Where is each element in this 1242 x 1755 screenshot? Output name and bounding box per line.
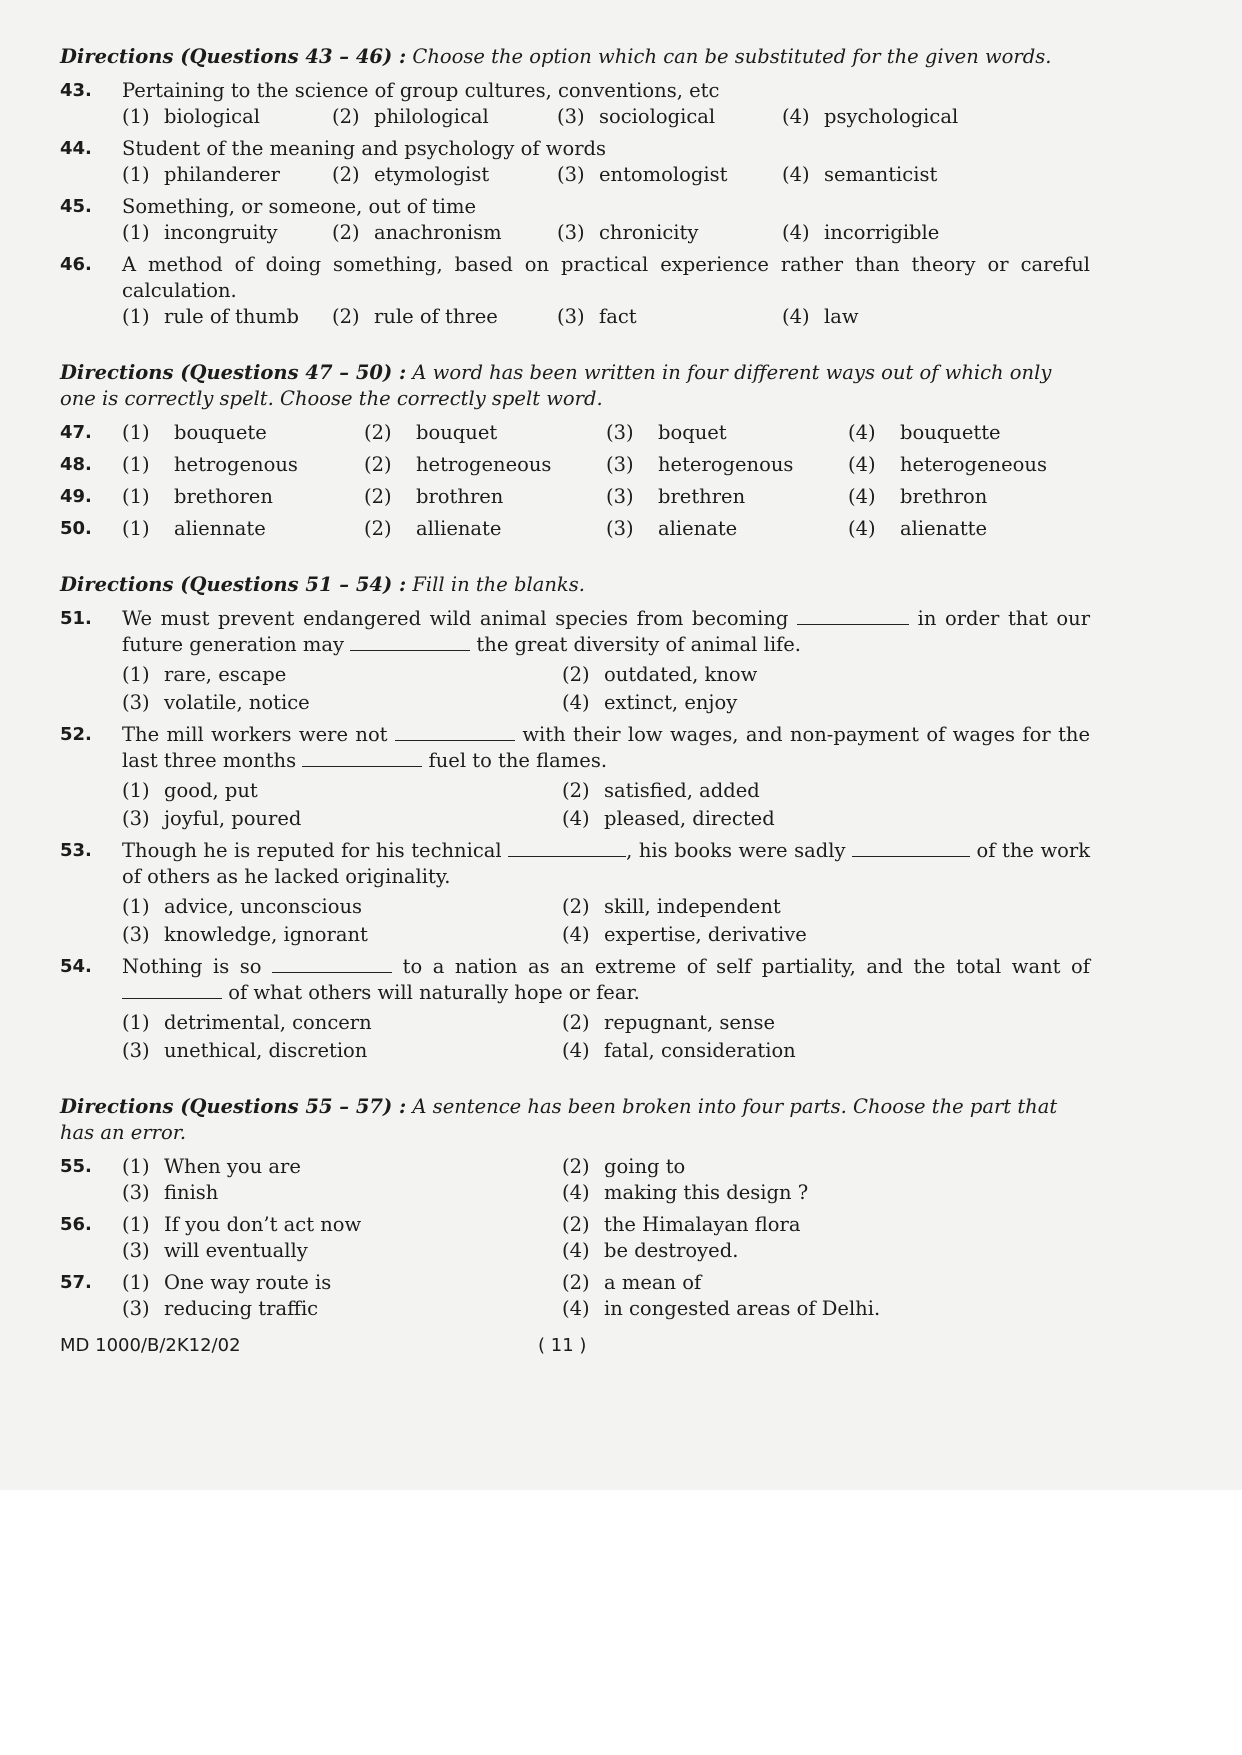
option-2[interactable]: (2) the Himalayan flora: [562, 1213, 801, 1236]
blank: [852, 838, 970, 857]
option-2[interactable]: hetrogeneous: [416, 453, 552, 476]
option-4[interactable]: heterogeneous: [900, 453, 1047, 476]
option-4[interactable]: (4) fatal, consideration: [562, 1039, 796, 1062]
option-3[interactable]: (3) finish: [122, 1181, 219, 1204]
page-footer: [60, 1335, 1090, 1356]
section-fill-blanks: [60, 572, 1090, 1064]
option-4[interactable]: alienatte: [900, 517, 988, 540]
directions: Directions (Questions 51 – 54) : Fill in the blanks.: [60, 573, 585, 596]
section-spot-error: [60, 1094, 1090, 1322]
options: [122, 894, 1090, 948]
question-number: 44.: [60, 138, 92, 159]
option-4[interactable]: (4) law: [782, 305, 859, 328]
option-3[interactable]: (3) sociological: [557, 105, 716, 128]
directions: Directions (Questions 55 – 57) : A sentence has been broken into four parts. Choose the part that has an error.: [60, 1095, 1058, 1144]
question-56: [60, 1212, 1090, 1264]
question-44: [60, 136, 1090, 188]
options: [122, 778, 1090, 832]
option-1[interactable]: (1) incongruity: [122, 221, 278, 244]
option-3[interactable]: (3) chronicity: [557, 221, 699, 244]
blank: [302, 748, 422, 767]
option-4[interactable]: (4) pleased, directed: [562, 807, 775, 830]
option-4[interactable]: (4) expertise, derivative: [562, 923, 807, 946]
question-48: 48. (1) hetrogenous (2) hetrogeneous (3) heterogenous (4) heterogeneous: [60, 452, 1090, 478]
question-stem: Something, or someone, out of time: [122, 195, 477, 218]
directions: Directions (Questions 43 – 46) : Choose the option which can be substituted for the given words.: [60, 45, 1052, 68]
option-1[interactable]: (1) One way route is: [122, 1271, 332, 1294]
option-3[interactable]: (3) reducing traffic: [122, 1297, 319, 1320]
question-number: 47.: [60, 422, 92, 443]
question-52: [60, 722, 1090, 832]
options: [122, 162, 1090, 188]
option-4[interactable]: (4) incorrigible: [782, 221, 940, 244]
question-47: 47. (1) bouquete (2) bouquet (3) boquet (4) bouquette: [60, 420, 1090, 446]
options: [122, 1010, 1090, 1064]
exam-page: [60, 44, 1090, 1352]
option-2[interactable]: (2) etymologist: [332, 163, 490, 186]
question-43: [60, 78, 1090, 130]
option-4[interactable]: (4) semanticist: [782, 163, 938, 186]
option-3[interactable]: (3) knowledge, ignorant: [122, 923, 368, 946]
question-stem: We must prevent endangered wild animal species from becoming in order that our future generation may the great diversity of animal life.: [122, 607, 1091, 656]
option-2[interactable]: allienate: [416, 517, 502, 540]
blank: [350, 632, 470, 651]
question-number: 45.: [60, 196, 92, 217]
paper-code: MD 1000/B/2K12/02: [60, 1335, 241, 1356]
option-3[interactable]: (3) will eventually: [122, 1239, 308, 1262]
option-3[interactable]: heterogenous: [658, 453, 794, 476]
option-1[interactable]: hetrogenous: [174, 453, 298, 476]
question-number: 49.: [60, 486, 92, 507]
option-2[interactable]: brothren: [416, 485, 504, 508]
option-2[interactable]: (2) outdated, know: [562, 663, 758, 686]
section-spelling: [60, 360, 1090, 542]
option-4[interactable]: (4) in congested areas of Delhi.: [562, 1297, 881, 1320]
question-stem: The mill workers were not with their low wages, and non-payment of wages for the last three months fuel to the flames.: [122, 723, 1091, 772]
options: [122, 220, 1090, 246]
option-3[interactable]: (3) volatile, notice: [122, 691, 310, 714]
blank: [395, 722, 515, 741]
options: [122, 662, 1090, 716]
question-number: 55.: [60, 1156, 92, 1177]
question-stem: Nothing is so to a nation as an extreme of self partiality, and the total want of of what others will naturally hope or fear.: [122, 955, 1091, 1004]
question-50: 50. (1) aliennate (2) allienate (3) alienate (4) alienatte: [60, 516, 1090, 542]
option-1[interactable]: (1) biological: [122, 105, 260, 128]
option-2[interactable]: (2) anachronism: [332, 221, 502, 244]
option-1[interactable]: (1) detrimental, concern: [122, 1011, 372, 1034]
scan-margin: [0, 1490, 1242, 1755]
question-45: [60, 194, 1090, 246]
question-number: 48.: [60, 454, 92, 475]
option-4[interactable]: (4) be destroyed.: [562, 1239, 739, 1262]
option-1[interactable]: brethoren: [174, 485, 273, 508]
option-3[interactable]: (3) entomologist: [557, 163, 728, 186]
question-57: [60, 1270, 1090, 1322]
option-4[interactable]: (4) psychological: [782, 105, 959, 128]
question-stem: Pertaining to the science of group cultures, conventions, etc: [122, 79, 720, 102]
option-2[interactable]: (2) skill, independent: [562, 895, 781, 918]
option-2[interactable]: (2) repugnant, sense: [562, 1011, 776, 1034]
option-2[interactable]: bouquet: [416, 421, 498, 444]
option-3[interactable]: boquet: [658, 421, 727, 444]
option-1[interactable]: bouquete: [174, 421, 267, 444]
options: [122, 104, 1090, 130]
option-2[interactable]: (2) a mean of: [562, 1271, 702, 1294]
question-number: 54.: [60, 956, 92, 977]
question-54: [60, 954, 1090, 1064]
question-number: 46.: [60, 254, 92, 275]
option-2[interactable]: (2) philological: [332, 105, 489, 128]
question-stem: Though he is reputed for his technical , his books were sadly of the work of others as he lacked originality.: [122, 839, 1091, 888]
option-1[interactable]: (1) philanderer: [122, 163, 280, 186]
option-4[interactable]: (4) extinct, enjoy: [562, 691, 738, 714]
option-3[interactable]: (3) fact: [557, 305, 637, 328]
option-1[interactable]: (1) good, put: [122, 779, 258, 802]
question-number: 56.: [60, 1214, 92, 1235]
question-stem: A method of doing something, based on practical experience rather than theory or careful calculation.: [122, 253, 1090, 302]
option-1[interactable]: (1) If you don’t act now: [122, 1213, 362, 1236]
option-1[interactable]: (1) rare, escape: [122, 663, 287, 686]
option-1[interactable]: (1) rule of thumb: [122, 305, 299, 328]
question-number: 51.: [60, 608, 92, 629]
blank: [508, 838, 626, 857]
blank: [797, 606, 909, 625]
page-number: ( 11 ): [538, 1335, 587, 1356]
question-number: 43.: [60, 80, 92, 101]
option-3[interactable]: (3) joyful, poured: [122, 807, 302, 830]
blank: [122, 980, 222, 999]
question-number: 52.: [60, 724, 92, 745]
option-1[interactable]: (1) When you are: [122, 1155, 301, 1178]
option-4[interactable]: brethron: [900, 485, 988, 508]
question-53: [60, 838, 1090, 948]
option-3[interactable]: (3) unethical, discretion: [122, 1039, 368, 1062]
directions: Directions (Questions 47 – 50) : A word has been written in four different ways out of which only one is correctly spelt. Choose the correctly spelt word.: [60, 361, 1052, 410]
option-2[interactable]: (2) rule of three: [332, 305, 498, 328]
question-49: 49. (1) brethoren (2) brothren (3) brethren (4) brethron: [60, 484, 1090, 510]
question-number: 53.: [60, 840, 92, 861]
question-stem: Student of the meaning and psychology of words: [122, 137, 607, 160]
question-55: [60, 1154, 1090, 1206]
blank: [272, 954, 392, 973]
option-4[interactable]: (4) making this design ?: [562, 1181, 809, 1204]
option-1[interactable]: (1) advice, unconscious: [122, 895, 363, 918]
section-one-word-substitution: [60, 44, 1090, 330]
question-number: 50.: [60, 518, 92, 539]
option-2[interactable]: (2) going to: [562, 1155, 686, 1178]
question-number: 57.: [60, 1272, 92, 1293]
question-51: [60, 606, 1090, 716]
option-1[interactable]: aliennate: [174, 517, 266, 540]
question-46: [60, 252, 1090, 330]
option-3[interactable]: alienate: [658, 517, 738, 540]
options: [122, 304, 1090, 330]
option-4[interactable]: bouquette: [900, 421, 1001, 444]
option-2[interactable]: (2) satisfied, added: [562, 779, 760, 802]
option-3[interactable]: brethren: [658, 485, 746, 508]
